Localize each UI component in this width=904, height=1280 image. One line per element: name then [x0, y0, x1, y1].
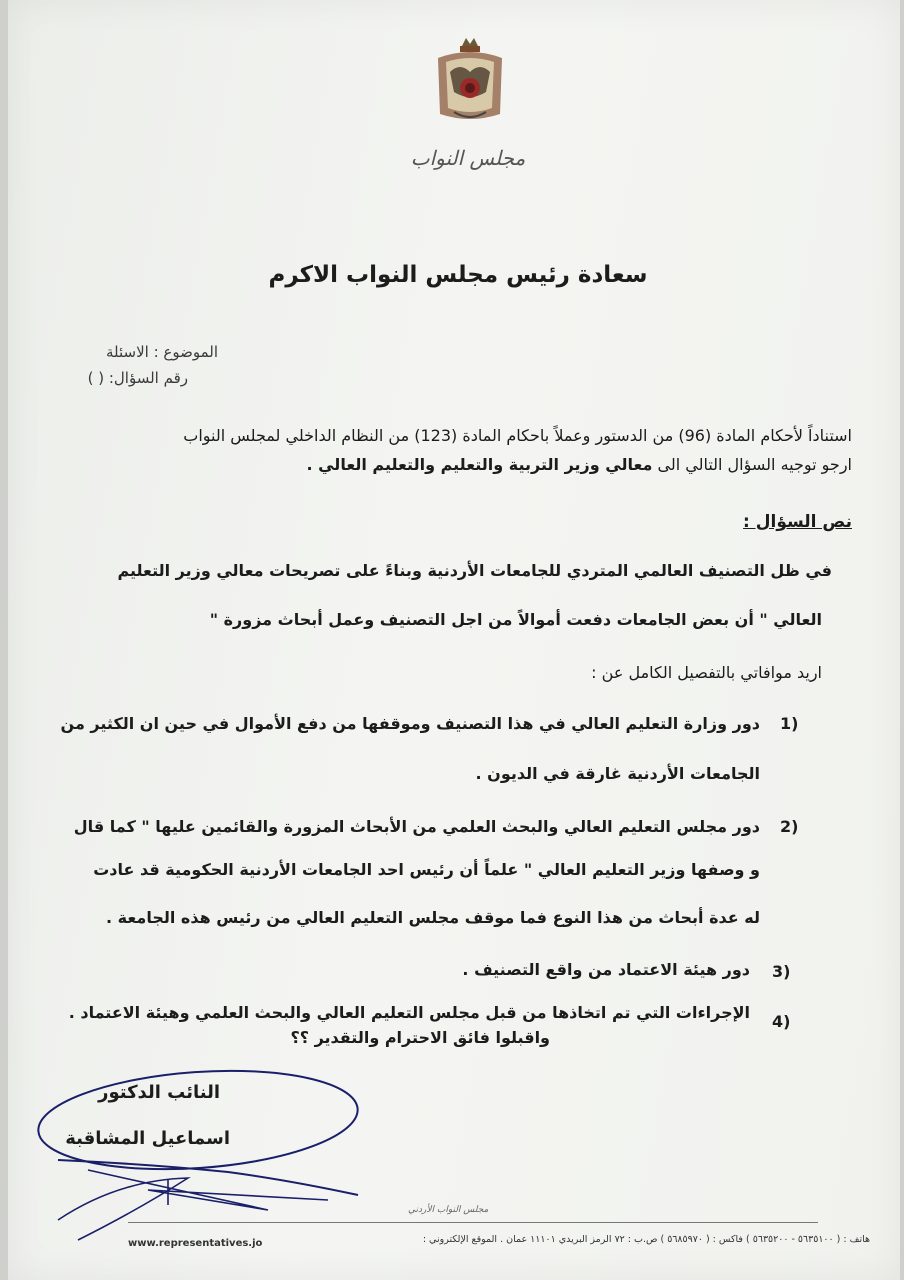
item-number-3: 3) [772, 962, 791, 981]
footer-website: www.representatives.jo [128, 1238, 263, 1249]
question-para-line-2: العالي " أن بعض الجامعات دفعت أموالاً من اجل التصنيف وعمل أبحاث مزورة " [209, 610, 822, 629]
intro-line-2 [306, 455, 852, 474]
signatory-name: اسماعيل المشاقبة [65, 1128, 230, 1149]
question-number: رقم السؤال: ( ) [87, 369, 188, 387]
intro-line-2-prefix: ارجو توجيه السؤال التالي الى [657, 455, 852, 474]
subject-line: الموضوع : الاسئلة [105, 343, 218, 361]
royal-emblem-icon [432, 32, 508, 128]
item-1-line-1: دور وزارة التعليم العالي في هذا التصنيف وموقفها من دفع الأموال في حين ان الكثير من [60, 714, 760, 733]
intro-line-1: استناداً لأحكام المادة (96) من الدستور وعملاً باحكام المادة (123) من النظام الداخلي لمجلس النواب [183, 426, 852, 445]
item-4-line-1: الإجراءات التي تم اتخاذها من قبل مجلس التعليم العالي والبحث العلمي وهيئة الاعتماد . [68, 1003, 750, 1022]
question-para-line-1: في ظل التصنيف العالمي المتردي للجامعات الأردنية وبناءً على تصريحات معالي وزير التعليم [117, 561, 832, 580]
intro-minister: معالي وزير التربية والتعليم والتعليم العالي . [306, 455, 653, 474]
item-1-line-2: الجامعات الأردنية غارقة في الديون . [475, 764, 760, 783]
council-name: مجلس النواب [410, 146, 526, 170]
item-number-1: 1) [780, 714, 799, 733]
question-heading: نص السؤال : [743, 512, 852, 532]
signatory-title: النائب الدكتور [98, 1082, 220, 1103]
item-2-line-1: دور مجلس التعليم العالي والبحث العلمي من الأبحاث المزورة والقائمين عليها " كما قال [73, 817, 760, 836]
letter-page [8, 0, 900, 1280]
item-3-line-1: دور هيئة الاعتماد من واقع التصنيف . [462, 960, 750, 979]
item-number-4: 4) [772, 1012, 791, 1031]
footer-contact: هاتف : ( ٥٦٣٥١٠٠ - ٥٦٣٥٢٠٠ ) فاكس : ( ٥٦٨٥٩٧٠ ) ص.ب : ٧٢ الرمز البريدي ١١١٠١ عمان . الموقع الإلكتروني : [422, 1234, 870, 1245]
item-2-line-2: و وصفها وزير التعليم العالي " علماً أن رئيس احد الجامعات الأردنية الحكومية قد عادت [93, 860, 760, 879]
closing-line: واقبلوا فائق الاحترام والتقدير ؟؟ [290, 1028, 550, 1047]
request-line: اريد موافاتي بالتفصيل الكامل عن : [591, 663, 822, 682]
item-number-2: 2) [780, 817, 799, 836]
footer-divider [128, 1222, 818, 1223]
salutation: سعادة رئيس مجلس النواب الاكرم [268, 262, 648, 288]
item-2-line-3: له عدة أبحاث من هذا النوع فما موقف مجلس التعليم العالي من رئيس هذه الجامعة . [106, 908, 760, 927]
footer-logo: مجلس النواب الأردني [408, 1205, 489, 1215]
